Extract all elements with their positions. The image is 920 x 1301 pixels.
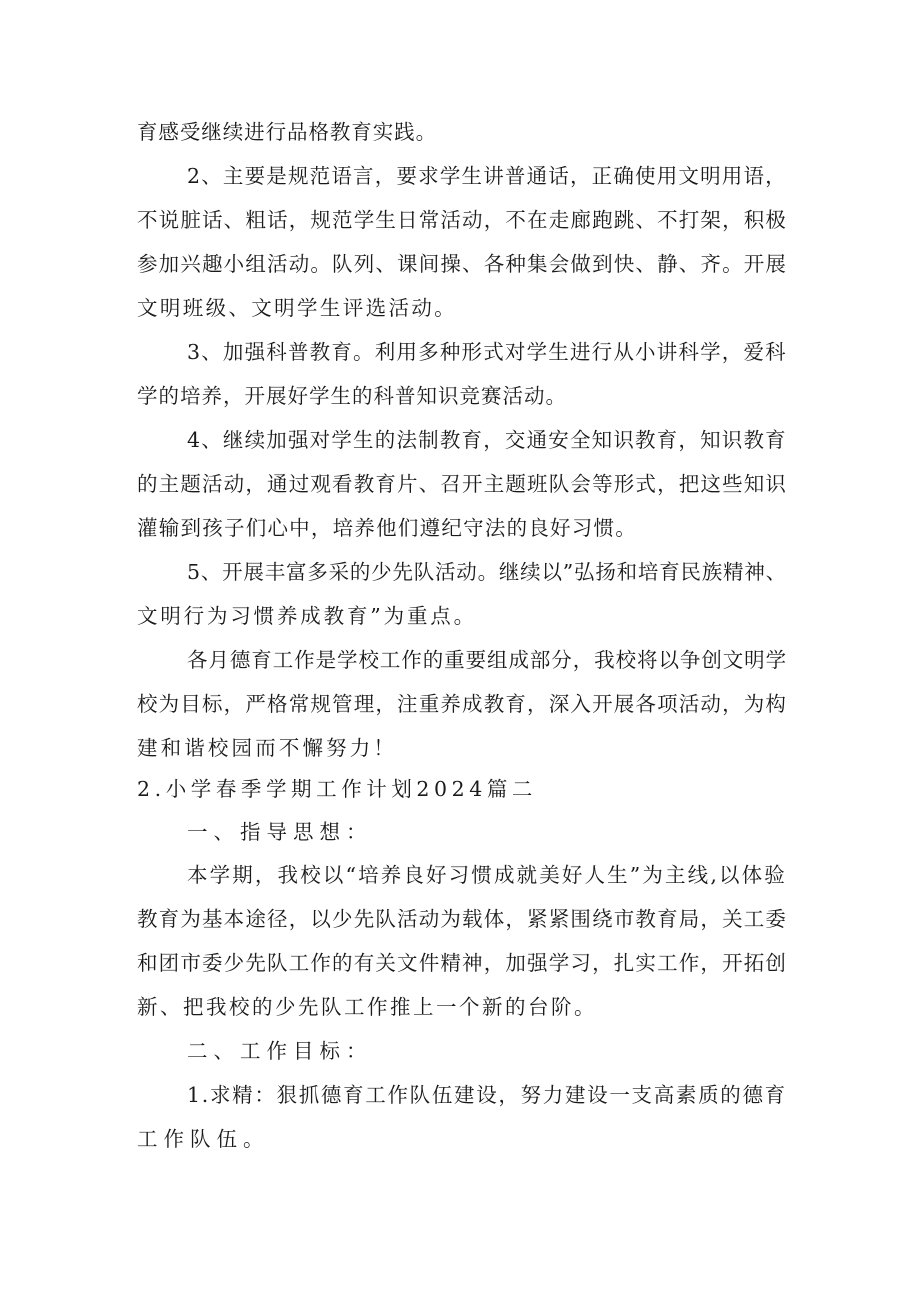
text-line: 校为目标，严格常规管理，注重养成教育，深入开展各项活动，为构 — [137, 692, 788, 716]
text-line: 本学期，我校以“培养良好习惯成就美好人生”为主线,以体验 — [187, 863, 787, 887]
text-line: 学的培养，开展好学生的科普知识竞赛活动。 — [137, 384, 567, 408]
text-line: 2、主要是规范语言，要求学生讲普通话，正确使用文明用语， — [187, 164, 787, 188]
text-line: 不说脏话、粗话，规范学生日常活动，不在走廊跑跳、不打架，积极 — [137, 208, 788, 232]
text-line: 灌输到孩子们心中，培养他们遵纪守法的良好习惯。 — [137, 516, 638, 540]
text-line: 5、开展丰富多采的少先队活动。继续以”弘扬和培育民族精神、 — [187, 560, 787, 584]
text-line: 新、把我校的少先队工作推上一个新的台阶。 — [137, 995, 597, 1019]
text-line: 文明行为习惯养成教育”为重点。 — [137, 604, 477, 628]
text-line: 二、工作目标： — [187, 1039, 373, 1063]
text-line: 参加兴趣小组活动。队列、课间操、各种集会做到快、静、齐。开展 — [137, 252, 788, 276]
text-line: 工作队伍。 — [137, 1127, 270, 1151]
text-line: 的主题活动，通过观看教育片、召开主题班队会等形式，把这些知识 — [137, 472, 788, 496]
text-line: 文明班级、文明学生评选活动。 — [137, 296, 458, 320]
text-line: 和团市委少先队工作的有关文件精神，加强学习，扎实工作，开拓创 — [137, 951, 788, 975]
text-line: 育感受继续进行品格教育实践。 — [137, 120, 438, 144]
text-line: 3、加强科普教育。利用多种形式对学生进行从小讲科学，爱科 — [187, 340, 787, 364]
section-heading: 2.小学春季学期工作计划2024篇二 — [137, 777, 537, 801]
text-line: 建和谐校园而不懈努力！ — [137, 736, 398, 760]
text-line: 教育为基本途径，以少先队活动为载体，紧紧围绕市教育局，关工委 — [137, 907, 788, 931]
text-line: 4、继续加强对学生的法制教育，交通安全知识教育，知识教育 — [187, 428, 787, 452]
text-line: 一、指导思想： — [187, 820, 373, 844]
text-line: 各月德育工作是学校工作的重要组成部分，我校将以争创文明学 — [187, 648, 788, 672]
text-line: 1.求精：狠抓德育工作队伍建设，努力建设一支高素质的德育 — [187, 1083, 787, 1107]
